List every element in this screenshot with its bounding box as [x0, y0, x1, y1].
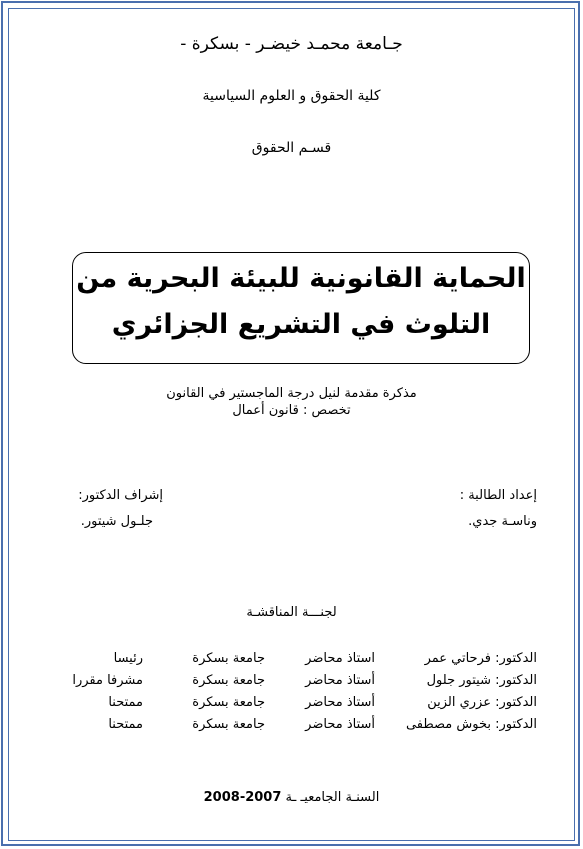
academic-year-value: 2008-2007 [203, 790, 282, 805]
member-name: الدكتور: فرحاتي عمر [424, 651, 537, 666]
member-university: جامعة بسكرة [192, 673, 265, 688]
member-role: ممتحنا [108, 695, 143, 710]
member-name: الدكتور: عزري الزين [427, 695, 537, 710]
thesis-title-box [72, 252, 530, 364]
member-rank: أستاذ محاضر [305, 717, 375, 732]
faculty-name: كلية الحقوق و العلوم السياسية [202, 88, 381, 104]
supervisor-label: إشراف الدكتور: [78, 488, 163, 503]
member-name: الدكتور: شيتور جلول [426, 673, 537, 688]
committee-row [0, 673, 583, 693]
department-name: قسـم الحقوق [251, 140, 332, 156]
member-university: جامعة بسكرة [192, 717, 265, 732]
academic-year-label: السنـة الجامعيـ ـة [285, 790, 380, 805]
member-rank: أستاذ محاضر [305, 673, 375, 688]
university-name: جـامعة محمـد خيضـر - بسكرة - [180, 34, 403, 54]
member-university: جامعة بسكرة [192, 695, 265, 710]
member-rank: أستاذ محاضر [305, 695, 375, 710]
member-university: جامعة بسكرة [192, 651, 265, 666]
thesis-title-line-2: التلوث في التشريع الجزائري [111, 309, 491, 340]
member-role: ممتحنا [108, 717, 143, 732]
prepared-by-label: إعداد الطالبة : [459, 488, 537, 503]
committee-row [0, 717, 583, 737]
supervisor-name: جلـول شيتور. [80, 514, 153, 529]
student-name: وناسـة جدي. [468, 514, 537, 529]
member-role: مشرفا مقررا [72, 673, 143, 688]
member-role: رئيسا [113, 651, 143, 666]
academic-year [0, 790, 583, 805]
degree-statement: مذكرة مقدمة لنيل درجة الماجستير في القانون [166, 386, 417, 401]
specialty: تخصص : قانون أعمال [232, 403, 351, 418]
committee-row [0, 651, 583, 671]
member-rank: استاذ محاضر [305, 651, 375, 666]
member-name: الدكتور: بخوش مصطفى [405, 717, 537, 732]
committee-row [0, 695, 583, 715]
thesis-title-line-1: الحماية القانونية للبيئة البحرية من [76, 263, 526, 294]
committee-title: لجنـــة المناقشـة [246, 605, 337, 620]
